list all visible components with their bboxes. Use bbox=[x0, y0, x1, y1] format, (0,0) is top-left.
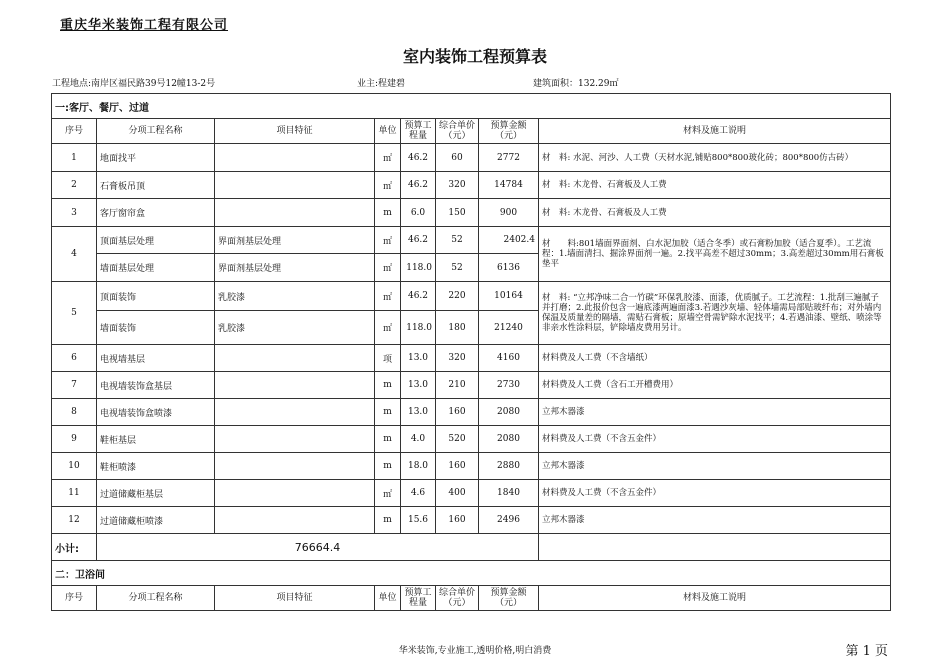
col-header-name: 分项工程名称 bbox=[97, 586, 215, 611]
section-header-living bbox=[52, 94, 891, 119]
cell-feature: 乳胶漆 bbox=[215, 282, 375, 311]
cell-amount: 2880 bbox=[479, 453, 539, 480]
cell-amount: 2402.4 bbox=[479, 227, 539, 254]
cell-qty: 46.2 bbox=[401, 282, 436, 311]
cell-feature bbox=[215, 507, 375, 534]
cell-qty: 118.0 bbox=[401, 311, 436, 345]
cell-unit: m bbox=[375, 426, 401, 453]
cell-unit: m bbox=[375, 507, 401, 534]
cell-unit: m bbox=[375, 399, 401, 426]
subtotal-value: 76664.4 bbox=[97, 534, 539, 561]
budget-table bbox=[51, 93, 891, 611]
subtotal-blank bbox=[539, 534, 891, 561]
cell-price: 220 bbox=[436, 282, 479, 311]
document-title: 室内装饰工程预算表 bbox=[402, 47, 547, 66]
col-header-feature: 项目特征 bbox=[215, 586, 375, 611]
cell-amount: 2730 bbox=[479, 372, 539, 399]
col-header-amount: 预算金额（元） bbox=[479, 119, 539, 144]
col-header-no: 序号 bbox=[52, 586, 97, 611]
cell-amount: 900 bbox=[479, 199, 539, 227]
col-header-feature: 项目特征 bbox=[215, 119, 375, 144]
cell-material: 立邦木器漆 bbox=[539, 507, 891, 534]
cell-name: 电视墙装饰盒喷漆 bbox=[97, 399, 215, 426]
cell-name: 电视墙基层 bbox=[97, 345, 215, 372]
cell-name: 墙面装饰 bbox=[97, 311, 215, 345]
col-header-qty: 预算工程量 bbox=[401, 586, 436, 611]
section-title: 一:客厅、餐厅、过道 bbox=[52, 94, 891, 119]
cell-qty: 46.2 bbox=[401, 172, 436, 199]
cell-price: 52 bbox=[436, 254, 479, 282]
cell-unit: ㎡ bbox=[375, 311, 401, 345]
cell-no: 3 bbox=[52, 199, 97, 227]
cell-price: 150 bbox=[436, 199, 479, 227]
cell-qty: 118.0 bbox=[401, 254, 436, 282]
cell-amount: 1840 bbox=[479, 480, 539, 507]
table-header-row bbox=[52, 119, 891, 144]
cell-amount: 21240 bbox=[479, 311, 539, 345]
section-header-bathroom bbox=[52, 561, 891, 586]
cell-no: 11 bbox=[52, 480, 97, 507]
table-row bbox=[52, 507, 891, 534]
col-header-qty: 预算工程量 bbox=[401, 119, 436, 144]
col-header-name: 分项工程名称 bbox=[97, 119, 215, 144]
cell-unit: ㎡ bbox=[375, 144, 401, 172]
cell-name: 过道储藏柜喷漆 bbox=[97, 507, 215, 534]
cell-feature bbox=[215, 426, 375, 453]
cell-unit: ㎡ bbox=[375, 172, 401, 199]
cell-qty: 15.6 bbox=[401, 507, 436, 534]
cell-price: 320 bbox=[436, 345, 479, 372]
table-row bbox=[52, 227, 891, 254]
cell-feature: 乳胶漆 bbox=[215, 311, 375, 345]
cell-material: 材料费及人工费（不含五金件） bbox=[539, 426, 891, 453]
cell-name: 过道储藏柜基层 bbox=[97, 480, 215, 507]
cell-price: 160 bbox=[436, 507, 479, 534]
cell-amount: 6136 bbox=[479, 254, 539, 282]
cell-material: 材 料: “立邦净味二合一竹碳”环保乳胶漆、面漆，优质腻子。工艺流程：1.批刮三遍腻子并打磨；2.此报价包含一遍底漆两遍面漆3.若遇沙灰墙、轻体墙需局部贴玻纤布；对外墙内保温及质量差的隔墙，需贴石膏板；原墙空骨需铲除水泥找平；4.若遇油漆、壁纸、喷涂等非亲水性涂料层，铲除墙皮费用另计。 bbox=[539, 282, 891, 345]
cell-qty: 6.0 bbox=[401, 199, 436, 227]
cell-qty: 13.0 bbox=[401, 345, 436, 372]
cell-feature bbox=[215, 172, 375, 199]
cell-amount: 2080 bbox=[479, 426, 539, 453]
cell-feature bbox=[215, 399, 375, 426]
subtotal-label: 小计: bbox=[52, 534, 97, 561]
cell-amount: 2080 bbox=[479, 399, 539, 426]
subtotal-row bbox=[52, 534, 891, 561]
cell-unit: m bbox=[375, 453, 401, 480]
col-header-price: 综合单价（元） bbox=[436, 119, 479, 144]
cell-feature bbox=[215, 372, 375, 399]
table-header-row bbox=[52, 586, 891, 611]
cell-unit: m bbox=[375, 199, 401, 227]
col-header-price: 综合单价（元） bbox=[436, 586, 479, 611]
cell-no: 4 bbox=[52, 227, 97, 282]
table-row bbox=[52, 372, 891, 399]
col-header-no: 序号 bbox=[52, 119, 97, 144]
cell-name: 顶面装饰 bbox=[97, 282, 215, 311]
cell-material: 材料费及人工费（不含墙纸） bbox=[539, 345, 891, 372]
table-row bbox=[52, 199, 891, 227]
cell-no: 2 bbox=[52, 172, 97, 199]
cell-name: 电视墙装饰盒基层 bbox=[97, 372, 215, 399]
cell-unit: ㎡ bbox=[375, 227, 401, 254]
cell-feature bbox=[215, 453, 375, 480]
page-number: 第 1 页 bbox=[845, 644, 888, 659]
cell-name: 墙面基层处理 bbox=[97, 254, 215, 282]
table-row bbox=[52, 345, 891, 372]
table-row bbox=[52, 399, 891, 426]
cell-price: 320 bbox=[436, 172, 479, 199]
cell-feature bbox=[215, 480, 375, 507]
cell-no: 9 bbox=[52, 426, 97, 453]
cell-material: 材 料: 木龙骨、石膏板及人工费 bbox=[539, 199, 891, 227]
cell-no: 6 bbox=[52, 345, 97, 372]
cell-unit: ㎡ bbox=[375, 480, 401, 507]
cell-price: 210 bbox=[436, 372, 479, 399]
cell-no: 1 bbox=[52, 144, 97, 172]
cell-material: 材料费及人工费（含石工开槽费用） bbox=[539, 372, 891, 399]
col-header-unit: 单位 bbox=[375, 586, 401, 611]
cell-price: 160 bbox=[436, 453, 479, 480]
footer-slogan: 华米装饰,专业施工,透明价格,明白消费 bbox=[398, 646, 552, 656]
cell-qty: 13.0 bbox=[401, 399, 436, 426]
table-row bbox=[52, 282, 891, 311]
cell-amount: 10164 bbox=[479, 282, 539, 311]
cell-name: 鞋柜喷漆 bbox=[97, 453, 215, 480]
cell-qty: 46.2 bbox=[401, 227, 436, 254]
cell-feature bbox=[215, 345, 375, 372]
cell-material: 材料费及人工费（不含五金件） bbox=[539, 480, 891, 507]
cell-name: 石膏板吊顶 bbox=[97, 172, 215, 199]
cell-material: 材 料: 木龙骨、石膏板及人工费 bbox=[539, 172, 891, 199]
cell-qty: 4.6 bbox=[401, 480, 436, 507]
cell-qty: 18.0 bbox=[401, 453, 436, 480]
cell-material: 材 料:801墙面界面剂、白水泥加胶（适合冬季）或石膏粉加胶（适合夏季）。工艺流程：1.墙面清扫、掘涂界面剂一遍。2.找平高差不超过30mm；3.高差超过30mm用石膏板垫平 bbox=[539, 227, 891, 282]
cell-no: 5 bbox=[52, 282, 97, 345]
col-header-amount: 预算金额（元） bbox=[479, 586, 539, 611]
cell-material: 立邦木器漆 bbox=[539, 399, 891, 426]
table-row bbox=[52, 172, 891, 199]
cell-amount: 2772 bbox=[479, 144, 539, 172]
col-header-unit: 单位 bbox=[375, 119, 401, 144]
col-header-material: 材料及施工说明 bbox=[539, 586, 891, 611]
project-owner: 业主:程建碧 bbox=[357, 79, 406, 89]
cell-qty: 13.0 bbox=[401, 372, 436, 399]
cell-material: 材 料: 水泥、河沙、人工费（天材水泥,铺贴800*800玻化砖；800*800仿古砖） bbox=[539, 144, 891, 172]
company-name: 重庆华米装饰工程有限公司 bbox=[60, 18, 229, 33]
cell-price: 400 bbox=[436, 480, 479, 507]
cell-unit: m bbox=[375, 372, 401, 399]
section-title: 二：卫浴间 bbox=[52, 561, 891, 586]
cell-name: 顶面基层处理 bbox=[97, 227, 215, 254]
table-row bbox=[52, 426, 891, 453]
cell-unit: ㎡ bbox=[375, 282, 401, 311]
cell-feature: 界面剂基层处理 bbox=[215, 227, 375, 254]
cell-name: 客厅窗帘盒 bbox=[97, 199, 215, 227]
cell-price: 60 bbox=[436, 144, 479, 172]
cell-no: 10 bbox=[52, 453, 97, 480]
cell-price: 160 bbox=[436, 399, 479, 426]
cell-unit: 项 bbox=[375, 345, 401, 372]
cell-qty: 4.0 bbox=[401, 426, 436, 453]
cell-material: 立邦木器漆 bbox=[539, 453, 891, 480]
building-area: 建筑面积：132.29㎡ bbox=[533, 79, 619, 89]
cell-feature bbox=[215, 199, 375, 227]
cell-name: 鞋柜基层 bbox=[97, 426, 215, 453]
project-address: 工程地点:南岸区福民路39号12幢13-2号 bbox=[52, 79, 216, 89]
cell-no: 12 bbox=[52, 507, 97, 534]
cell-qty: 46.2 bbox=[401, 144, 436, 172]
col-header-material: 材料及施工说明 bbox=[539, 119, 891, 144]
cell-unit: ㎡ bbox=[375, 254, 401, 282]
cell-no: 7 bbox=[52, 372, 97, 399]
table-row bbox=[52, 144, 891, 172]
cell-no: 8 bbox=[52, 399, 97, 426]
cell-amount: 14784 bbox=[479, 172, 539, 199]
cell-price: 52 bbox=[436, 227, 479, 254]
cell-feature bbox=[215, 144, 375, 172]
cell-amount: 2496 bbox=[479, 507, 539, 534]
cell-price: 180 bbox=[436, 311, 479, 345]
table-row bbox=[52, 480, 891, 507]
cell-amount: 4160 bbox=[479, 345, 539, 372]
table-row bbox=[52, 453, 891, 480]
cell-name: 地面找平 bbox=[97, 144, 215, 172]
cell-price: 520 bbox=[436, 426, 479, 453]
cell-feature: 界面剂基层处理 bbox=[215, 254, 375, 282]
